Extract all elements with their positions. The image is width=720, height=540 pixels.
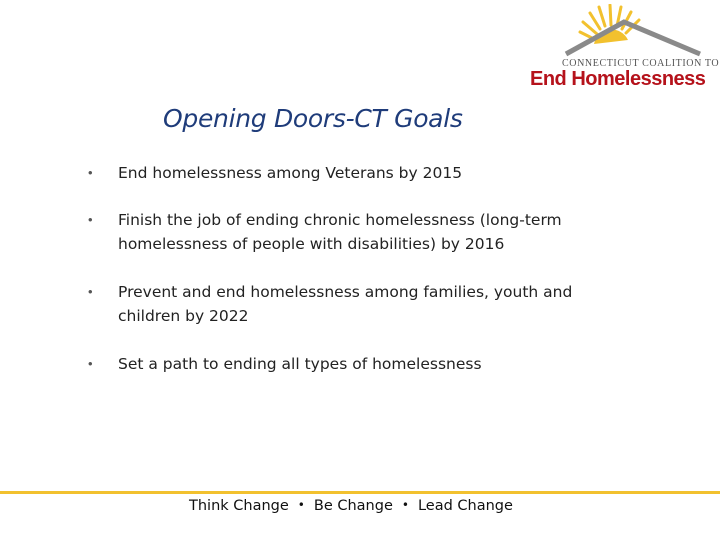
tagline-separator: •	[297, 498, 305, 512]
slide-title: Opening Doors-CT Goals	[163, 104, 463, 133]
sun-house-icon	[528, 4, 708, 60]
bullet-dot: •	[88, 284, 93, 299]
bullet-dot: •	[88, 212, 93, 227]
goal-text: End homelessness among Veterans by 2015	[118, 164, 463, 182]
footer-tagline	[189, 498, 513, 514]
logo-line-2	[530, 68, 708, 91]
goal-text: Finish the job of ending chronic homelessness (long-term homelessness of people with disabilities) by 2016	[118, 211, 562, 253]
goal-text: Prevent and end homelessness among families, youth and children by 2022	[118, 283, 573, 325]
logo-word-homelessness: Homelessness	[571, 68, 706, 90]
logo-line-1: CONNECTICUT COALITION TO	[562, 58, 720, 69]
bullet-dot: •	[88, 165, 93, 180]
tagline-separator: •	[401, 498, 409, 512]
tagline-be-change: Be Change	[313, 498, 393, 514]
organization-logo	[528, 4, 720, 90]
bullet-dot: •	[88, 356, 93, 371]
goal-text: Set a path to ending all types of homelessness	[118, 355, 482, 373]
logo-word-end: End	[530, 68, 572, 90]
tagline-lead-change: Lead Change	[417, 498, 513, 514]
footer-divider	[0, 491, 720, 494]
tagline-think-change: Think Change	[189, 498, 289, 514]
